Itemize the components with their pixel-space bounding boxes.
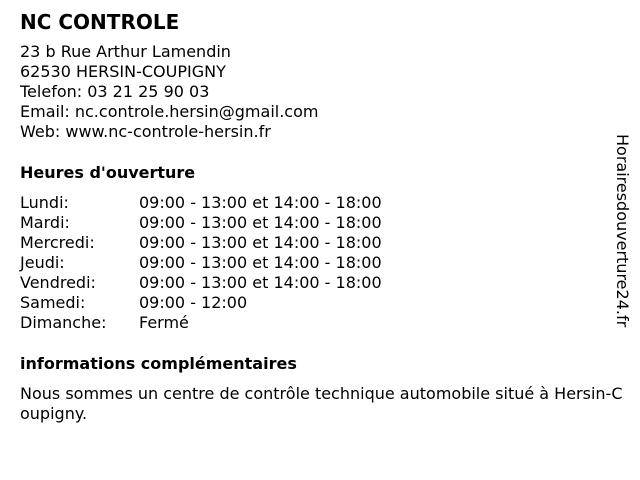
hours-time: 09:00 - 13:00 et 14:00 - 18:00 [139,233,382,252]
hours-row-mercredi [20,233,620,253]
hours-row-lundi [20,193,620,213]
address-line-2: 62530 HERSIN-COUPIGNY [20,62,226,81]
hours-table [20,193,620,333]
web-line: Web: www.nc-controle-hersin.fr [20,122,271,141]
hours-time: 09:00 - 13:00 et 14:00 - 18:00 [139,193,382,212]
hours-day: Dimanche: [20,313,107,332]
hours-day: Mardi: [20,213,70,232]
hours-row-jeudi [20,253,620,273]
phone-line: Telefon: 03 21 25 90 03 [20,82,210,101]
hours-day: Mercredi: [20,233,95,252]
hours-row-vendredi [20,273,620,293]
hours-day: Samedi: [20,293,86,312]
hours-day: Lundi: [20,193,69,212]
hours-heading: Heures d'ouverture [20,163,196,182]
hours-row-samedi [20,293,620,313]
hours-time: 09:00 - 12:00 [139,293,248,312]
hours-row-mardi [20,213,620,233]
email-line: Email: nc.controle.hersin@gmail.com [20,102,319,121]
info-text: Nous sommes un centre de contrôle technique automobile situé à Hersin-Coupigny. [20,384,623,423]
hours-time: 09:00 - 13:00 et 14:00 - 18:00 [139,273,382,292]
hours-time: 09:00 - 13:00 et 14:00 - 18:00 [139,253,382,272]
business-name: NC CONTROLE [20,10,180,34]
hours-time: Fermé [139,313,189,332]
hours-day: Vendredi: [20,273,96,292]
address-line-1: 23 b Rue Arthur Lamendin [20,42,231,61]
side-brand-watermark: Horairesdouverture24.fr [613,134,632,328]
hours-row-dimanche [20,313,620,333]
info-heading: informations complémentaires [20,354,297,373]
hours-day: Jeudi: [20,253,65,272]
hours-time: 09:00 - 13:00 et 14:00 - 18:00 [139,213,382,232]
